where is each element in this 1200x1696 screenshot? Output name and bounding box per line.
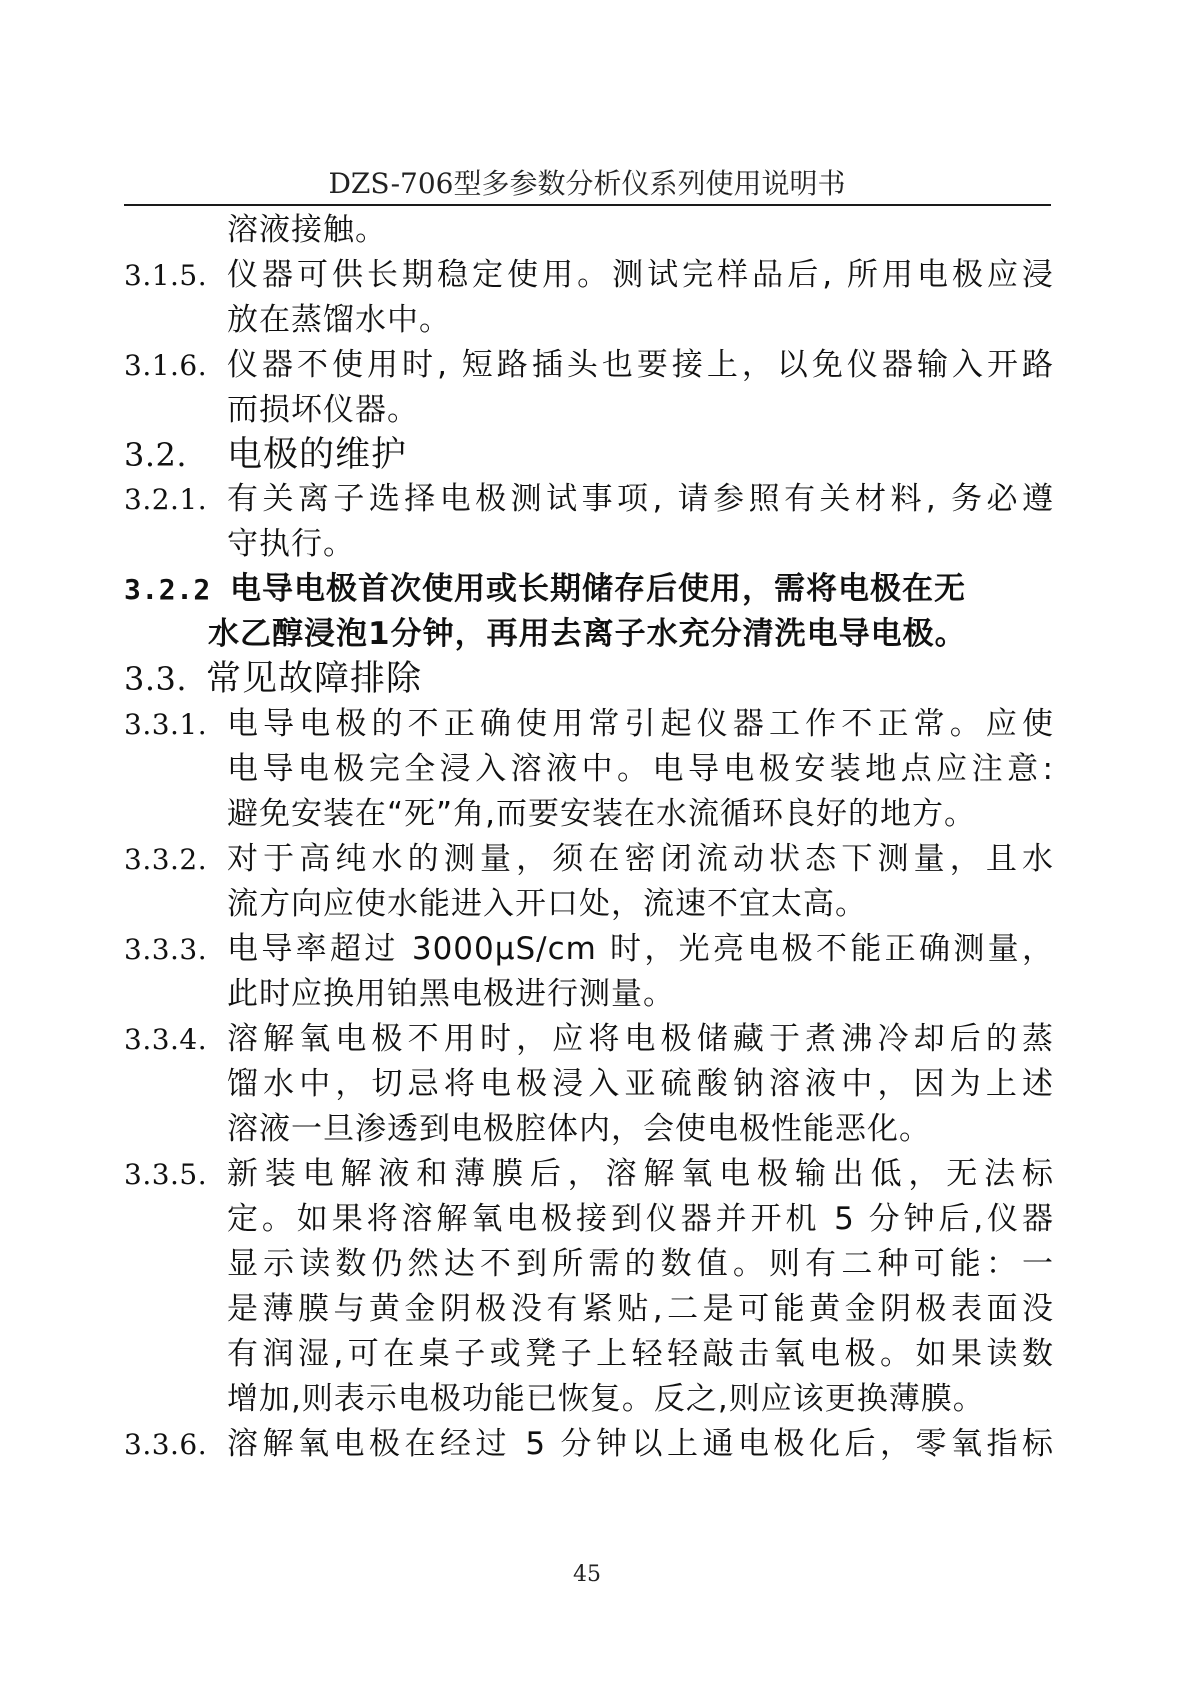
text-line [124,882,1054,927]
paragraph-continuation: 水乙醇浸泡1分钟，再用去离子水充分清洗电导电极。 [208,616,967,652]
text-line [124,253,1054,298]
text-line [124,208,1054,253]
paragraph-text: 溶解氧电极在经过 5 分钟以上通电极化后，零氧指标 [227,1426,1054,1462]
paragraph-text: 溶解氧电极不用时，应将电极储藏于煮沸冷却后的蒸 [227,1021,1054,1057]
paragraph-text: 有关离子选择电极测试事项, 请参照有关材料, 务必遵 [227,481,1054,517]
paragraph-continuation: 增加,则表示电极功能已恢复。反之,则应该更换薄膜。 [227,1381,985,1417]
section-number: 3.1.6. [124,349,208,382]
text-line [124,388,1054,433]
text-line [124,1062,1054,1107]
text-line [124,522,1054,567]
text-line [124,927,1054,972]
paragraph-continuation: 定。如果将溶解氧电极接到仪器并开机 5 分钟后,仪器 [227,1201,1054,1237]
paragraph-continuation: 溶液接触。 [227,212,387,248]
paragraph-text: 新装电解液和薄膜后，溶解氧电极输出低，无法标 [227,1156,1054,1192]
section-title: 电极的维护 [227,435,408,475]
paragraph-continuation: 而损坏仪器。 [227,392,419,428]
paragraph-continuation: 此时应换用铂黑电极进行测量。 [227,976,675,1012]
section-number: 3.3.6. [124,1428,208,1461]
page-header-title: DZS-706型多参数分析仪系列使用说明书 [328,167,846,200]
text-line [124,972,1054,1017]
paragraph-text: 仪器可供长期稳定使用。测试完样品后, 所用电极应浸 [227,257,1054,293]
text-line [124,1197,1054,1242]
text-line [124,343,1054,388]
text-line [124,612,1054,657]
paragraph-text: 对于高纯水的测量，须在密闭流动状态下测量，且水 [227,841,1054,877]
paragraph-continuation: 显示读数仍然达不到所需的数值。则有二种可能：一 [227,1246,1054,1282]
text-line [124,1377,1054,1422]
text-line [124,477,1054,522]
text-line [124,1152,1054,1197]
section-number: 3.3.2. [124,843,208,876]
paragraph-text: 仪器不使用时, 短路插头也要接上，以免仪器输入开路 [227,347,1054,383]
paragraph-continuation: 溶液一旦渗透到电极腔体内，会使电极性能恶化。 [227,1111,931,1147]
document-body [124,208,1054,1467]
section-number: 3.1.5. [124,259,208,292]
text-line [124,792,1054,837]
text-line [124,1332,1054,1377]
paragraph-text: 电导率超过 3000μS/cm 时，光亮电极不能正确测量， [227,931,1054,967]
text-line [124,1017,1054,1062]
paragraph-continuation: 电导电极完全浸入溶液中。电导电极安装地点应注意: [227,751,1054,787]
section-number: 3.3.1. [124,708,208,741]
paragraph-continuation: 馏水中，切忌将电极浸入亚硫酸钠溶液中，因为上述 [227,1066,1054,1102]
text-line [124,1107,1054,1152]
section-number: 3.2.1. [124,483,208,516]
section-number: 3.3. [124,660,188,698]
section-title: 常见故障排除 [206,659,423,699]
section-heading [124,433,1054,477]
text-line [124,1287,1054,1332]
paragraph-continuation: 有润湿,可在桌子或凳子上轻轻敲击氧电极。如果读数 [227,1336,1054,1372]
paragraph-continuation: 流方向应使水能进入开口处，流速不宜太高。 [227,886,867,922]
section-number: 3.3.3. [124,933,208,966]
paragraph-continuation: 放在蒸馏水中。 [227,302,451,338]
paragraph-text: 电导电极的不正确使用常引起仪器工作不正常。应使 [227,706,1054,742]
section-number: 3.2. [124,436,188,474]
section-number: 3.3.5. [124,1158,208,1191]
header-divider [124,204,1051,206]
text-line [124,298,1054,343]
page-number: 45 [573,1562,601,1587]
section-number: 3.3.4. [124,1023,208,1056]
text-line [124,747,1054,792]
text-line [124,702,1054,747]
text-line [124,1242,1054,1287]
paragraph-text: 电导电极首次使用或长期储存后使用，需将电极在无 [230,571,966,607]
paragraph-continuation: 守执行。 [227,526,355,562]
text-line [124,567,1054,612]
section-heading [124,657,1054,702]
section-number: 3.2.2 [124,573,211,606]
text-line [124,837,1054,882]
paragraph-continuation: 是薄膜与黄金阴极没有紧贴,二是可能黄金阴极表面没 [227,1291,1054,1327]
paragraph-continuation: 避免安装在“死”角,而要安装在水流循环良好的地方。 [227,796,976,832]
text-line [124,1422,1054,1467]
